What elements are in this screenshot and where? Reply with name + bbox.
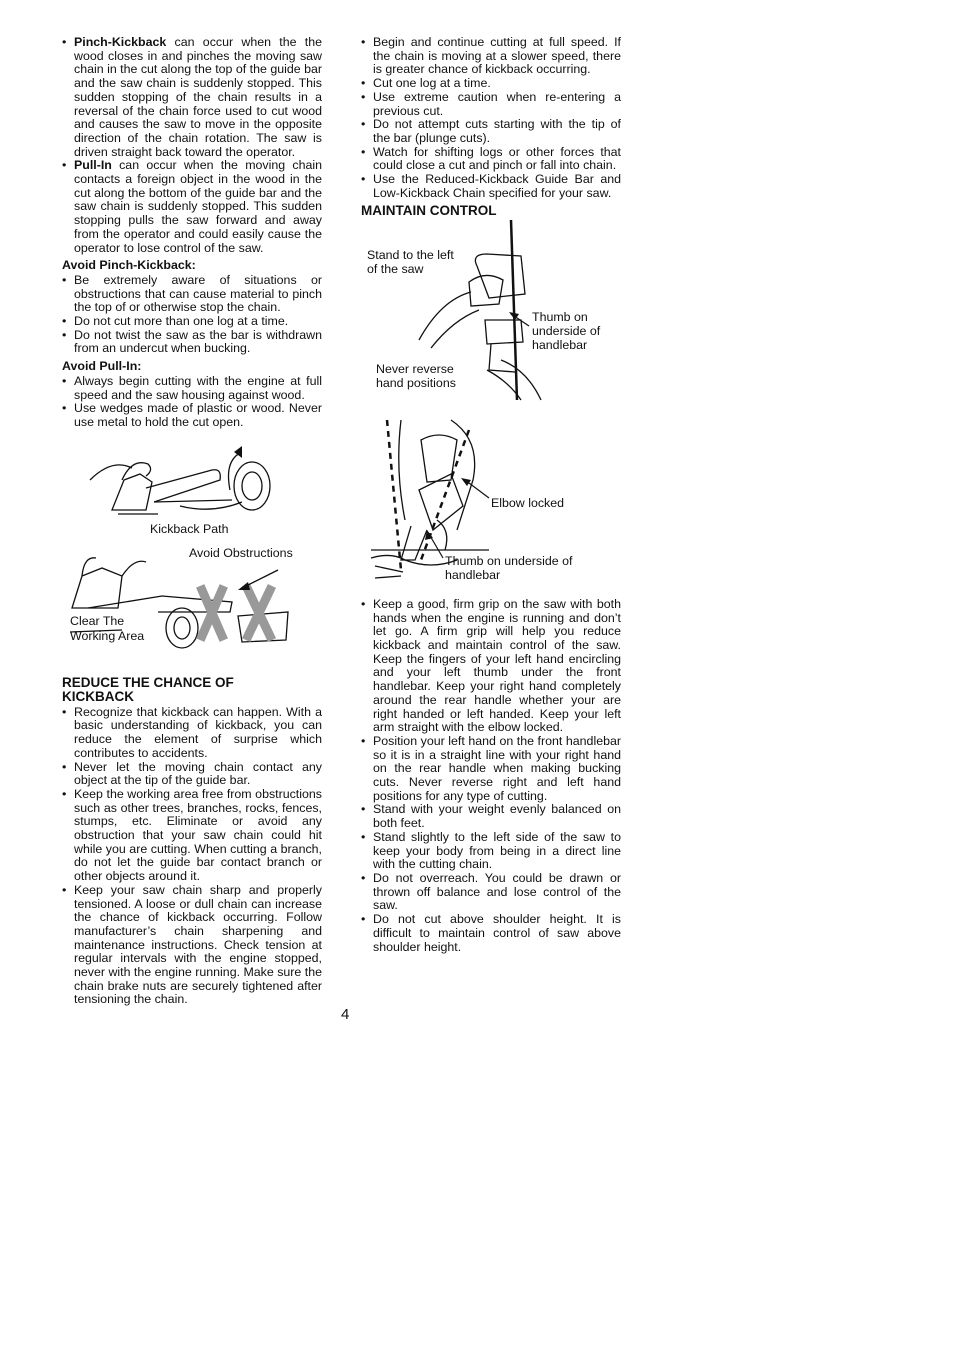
reduce-kickback-heading <box>62 676 322 705</box>
stand-left-caption-line2: of the saw <box>367 261 424 276</box>
avoid-obstructions-drawing <box>62 546 322 666</box>
control-tips-list <box>361 598 621 954</box>
thumb-caption-line1: Thumb on <box>532 309 588 324</box>
avoid-obstructions-caption: Avoid Obstructions <box>189 545 293 560</box>
list-item: • Keep a good, firm grip on the saw with both hands when the engine is running and don’t let go. A firm grip will help you reduce kickback and maintain control of the saw. Keep the fingers of your left hand encircling and your left thumb under the front handlebar. Keep your right hand completely around the rear handle whether your are right handed or left handed. Keep your left arm straight with the elbow locked. <box>361 598 621 735</box>
list-item: • Do not overreach. You could be drawn or thrown off balance and lose control of the saw. <box>361 872 621 913</box>
thumb-underside-caption-line2: handlebar <box>445 567 501 582</box>
maintain-control-heading: MAINTAIN CONTROL <box>361 203 497 219</box>
left-column <box>62 36 322 1007</box>
kickback-types-list <box>62 36 322 255</box>
list-item: • Keep your saw chain sharp and properly tensioned. A loose or dull chain can increase the chance of kickback occurring. Follow manufacturer’s chain sharpening and maintenance instructions. Check tension at regular intervals with the engine stopped, never with the engine running. Make sure the chain brake nuts are securely tightened after tensioning the chain. <box>62 884 322 1007</box>
thumb-underside-caption-line1: Thumb on underside of <box>445 553 573 568</box>
clear-area-caption-line1: Clear The <box>70 613 125 628</box>
right-column <box>361 36 621 954</box>
list-item: • Use extreme caution when re-entering a previous cut. <box>361 91 621 118</box>
term-pull-in: Pull-In <box>74 158 112 173</box>
clear-area-caption-line2: Working Area <box>70 628 145 643</box>
list-item: • Use the Reduced-Kickback Guide Bar and Low-Kickback Chain specified for your saw. <box>361 173 621 200</box>
list-item: • Position your left hand on the front handlebar so it is in a straight line with your right hand on the rear handle when making bucking cuts. Never reverse right and left hand positions for any type of cutting. <box>361 735 621 804</box>
list-item: • Never let the moving chain contact any object at the tip of the guide bar. <box>62 761 322 788</box>
list-item: • Stand with your weight evenly balanced on both feet. <box>361 803 621 830</box>
term-pinch-kickback: Pinch-Kickback <box>74 35 167 49</box>
thumb-caption-line3: handlebar <box>532 337 588 352</box>
list-item: • Stand slightly to the left side of the saw to keep your body from being in a direct line with the cutting chain. <box>361 831 621 872</box>
grip-illustration <box>361 220 621 410</box>
avoid-pull-heading: Avoid Pull-In: <box>62 359 142 374</box>
avoid-pinch-list <box>62 274 322 356</box>
never-reverse-caption-line2: hand positions <box>376 375 456 390</box>
list-item: • Do not attempt cuts starting with the tip of the bar (plunge cuts). <box>361 118 621 145</box>
kickback-path-illustration <box>62 440 322 536</box>
elbow-locked-illustration <box>361 410 621 590</box>
reduce-kickback-list <box>62 706 322 1007</box>
list-item <box>62 159 322 255</box>
cutting-tips-list <box>361 36 621 200</box>
list-item: • Do not cut above shoulder height. It is difficult to maintain control of saw above shoulder height. <box>361 913 621 954</box>
elbow-locked-caption: Elbow locked <box>491 495 565 510</box>
list-item: • Recognize that kickback can happen. With a basic understanding of kickback, you can reduce the element of surprise which contributes to accidents. <box>62 706 322 761</box>
list-item <box>62 36 322 159</box>
avoid-obstructions-illustration <box>62 546 322 666</box>
list-item: • Watch for shifting logs or other forces that could close a cut and pinch or fall into chain. <box>361 146 621 173</box>
list-item: • Do not cut more than one log at a time. <box>62 315 322 329</box>
stand-left-caption-line1: Stand to the left <box>367 247 454 262</box>
thumb-caption-line2: underside of <box>532 323 601 338</box>
list-item: • Begin and continue cutting at full speed. If the chain is moving at a slower speed, there is greater chance of kickback occurring. <box>361 36 621 77</box>
list-item-text: can occur when the moving chain contacts a foreign object in the wood in the cut along the bottom of the guide bar and the saw chain is suddenly stopped. This sudden stopping pulls the saw forward and away from the operator and could easily cause the operator to lose control of the saw. <box>74 158 322 255</box>
list-item-text: can occur when the the wood closes in and pinches the moving saw chain in the cut along the top of the guide bar and the saw chain is suddenly stopped. This sudden stopping of the chain results in a reversal of the chain force used to cut wood and causes the saw to move in the opposite direction of the chain rotation. The saw is driven straight back toward the operator. <box>74 35 322 159</box>
avoid-pull-list <box>62 375 322 430</box>
never-reverse-caption-line1: Never reverse <box>376 361 454 376</box>
heading-line: KICKBACK <box>62 689 134 705</box>
list-item: • Always begin cutting with the engine at full speed and the saw housing against wood. <box>62 375 322 402</box>
heading-line: REDUCE THE CHANCE OF <box>62 674 234 690</box>
avoid-pinch-heading: Avoid Pinch-Kickback: <box>62 258 196 273</box>
page-number: 4 <box>341 1006 350 1023</box>
list-item: • Keep the working area free from obstructions such as other trees, branches, rocks, fences, stumps, etc. Eliminate or avoid any obstruction that your saw chain could hit while you are cutting. When cutting a branch, do not let the guide bar contact branch or other objects around it. <box>62 788 322 884</box>
list-item: • Do not twist the saw as the bar is withdrawn from an undercut when bucking. <box>62 329 322 356</box>
kickback-path-caption: Kickback Path <box>150 521 229 536</box>
list-item: • Be extremely aware of situations or obstructions that can cause material to pinch the top of or otherwise stop the chain. <box>62 274 322 315</box>
list-item: • Cut one log at a time. <box>361 77 621 91</box>
list-item: • Use wedges made of plastic or wood. Never use metal to hold the cut open. <box>62 402 322 429</box>
